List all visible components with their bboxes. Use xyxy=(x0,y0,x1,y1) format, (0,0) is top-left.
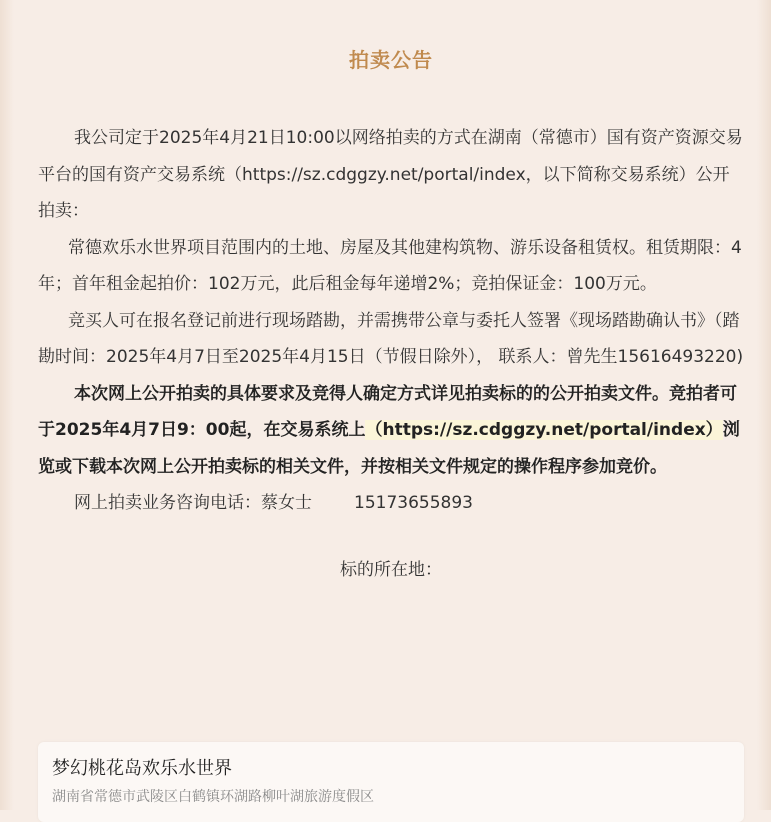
location-label: 标的所在地： xyxy=(340,559,442,580)
auction-item-paragraph: 常德欢乐水世界项目范围内的土地、房屋及其他建构筑物、游乐设备租赁权。租赁期限：4年；首年租金起拍价：102万元，此后租金每年递增2%；竞拍保证金：100万元。 xyxy=(38,237,742,294)
contact-paragraph xyxy=(38,485,744,522)
location-card[interactable] xyxy=(38,742,744,822)
announcement-body xyxy=(38,120,744,522)
site-visit-paragraph: 竞买人可在报名登记前进行现场踏勘，并需携带公章与委托人签署《现场踏勘确认书》（踏勘时间：2025年4月7日至2025年4月15日（节假日除外）， 联系人：曾先生15616493220) xyxy=(38,310,744,367)
auction-rules-paragraph xyxy=(38,376,744,486)
auction-rules-text-cont: 浏览或下载本次网上公开拍卖标的相关文件，并按相关文件规定的操作程序参加竞价。 xyxy=(38,420,740,477)
contact-label: 网上拍卖业务咨询电话：蔡女士 xyxy=(74,493,312,513)
location-address: 湖南省常德市武陵区白鹤镇环湖路柳叶湖旅游度假区 xyxy=(52,789,374,805)
page-title: 拍卖公告 xyxy=(349,48,433,72)
intro-paragraph: 我公司定于2025年4月21日10:00以网络拍卖的方式在湖南（常德市）国有资产资源交易平台的国有资产交易系统（https://sz.cdggzy.net/portal/index，以下简称交易系统）公开拍卖： xyxy=(38,128,743,221)
announcement xyxy=(38,0,744,805)
page-edge-right xyxy=(757,0,771,810)
contact-phone[interactable]: 15173655893 xyxy=(354,493,473,513)
trading-system-link[interactable]: （https://sz.cdggzy.net/portal/index） xyxy=(365,420,723,440)
page-edge-left xyxy=(0,0,14,810)
location-name: 梦幻桃花岛欢乐水世界 xyxy=(52,758,232,779)
auction-rules-text: 本次网上公开拍卖的具体要求及竞得人确定方式详见拍卖标的的公开拍卖文件。竞拍者可于2025年4月7日9：00起，在交易系统上 xyxy=(38,383,737,440)
